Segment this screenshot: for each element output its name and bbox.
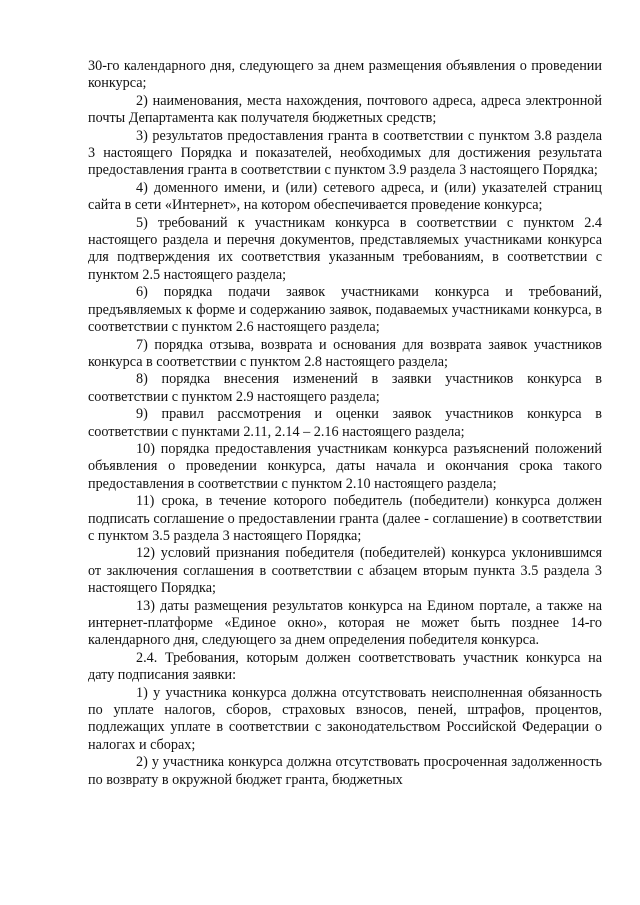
paragraph-2: 2) наименования, места нахождения, почтового адреса, адреса электронной почты Департамента как получателя бюджетных средств; <box>88 92 602 127</box>
paragraph-4: 4) доменного имени, и (или) сетевого адреса, и (или) указателей страниц сайта в сети «Интернет», на котором обеспечивается проведение конкурса; <box>88 179 602 214</box>
paragraph-1: 30-го календарного дня, следующего за днем размещения объявления о проведении конкурса; <box>88 58 602 92</box>
paragraph-5: 5) требований к участникам конкурса в соответствии с пунктом 2.4 настоящего раздела и перечня документов, представляемых участниками конкурса для подтверждения их соответствия указанным требованиям, в соответствии с пунктом 2.5 настоящего раздела; <box>88 214 602 283</box>
paragraph-8: 8) порядка внесения изменений в заявки участников конкурса в соответствии с пунктом 2.9 настоящего раздела; <box>88 371 602 405</box>
paragraph-11: 11) срока, в течение которого победитель (победители) конкурса должен подписать соглашение о предоставлении гранта (далее - соглашение) в соответствии с пунктом 3.5 раздела 3 настоящего Порядка; <box>88 493 602 544</box>
paragraph-15: 1) у участника конкурса должна отсутствовать неисполненная обязанность по уплате налогов, сборов, страховых взносов, пеней, штрафов, процентов, подлежащих уплате в соответствии с законодательством Российской Федерации о налогах и сборах; <box>88 684 602 753</box>
paragraph-12: 12) условий признания победителя (победителей) конкурса уклонившимся от заключения соглашения в соответствии с абзацем вторым пункта 3.5 раздела 3 настоящего Порядка; <box>88 545 602 597</box>
paragraph-7: 7) порядка отзыва, возврата и основания для возврата заявок участников конкурса в соответствии с пунктом 2.8 настоящего раздела; <box>88 336 602 370</box>
document-page <box>88 58 602 789</box>
paragraph-3: 3) результатов предоставления гранта в соответствии с пунктом 3.8 раздела 3 настоящего Порядка и показателей, необходимых для достижения результата предоставления гранта в соответствии с пунктом 3.9 раздела 3 настоящего Порядка; <box>88 127 602 179</box>
paragraph-16: 2) у участника конкурса должна отсутствовать просроченная задолженность по возврату в окружной бюджет гранта, бюджетных <box>88 754 602 788</box>
paragraph-6: 6) порядка подачи заявок участниками конкурса и требований, предъявляемых к форме и содержанию заявок, подаваемых участниками конкурса, в соответствии с пунктом 2.6 настоящего раздела; <box>88 284 602 336</box>
paragraph-14: 2.4. Требования, которым должен соответствовать участник конкурса на дату подписания заявки: <box>88 649 602 684</box>
paragraph-9: 9) правил рассмотрения и оценки заявок участников конкурса в соответствии с пунктами 2.11, 2.14 – 2.16 настоящего раздела; <box>88 406 602 440</box>
paragraph-10: 10) порядка предоставления участникам конкурса разъяснений положений объявления о проведении конкурса, даты начала и окончания срока такого предоставления в соответствии с пунктом 2.10 настоящего раздела; <box>88 440 602 492</box>
paragraph-13: 13) даты размещения результатов конкурса на Едином портале, а также на интернет-платформе «Единое окно», которая не может быть позднее 14-го календарного дня, следующего за днем определения победителя конкурса. <box>88 597 602 649</box>
